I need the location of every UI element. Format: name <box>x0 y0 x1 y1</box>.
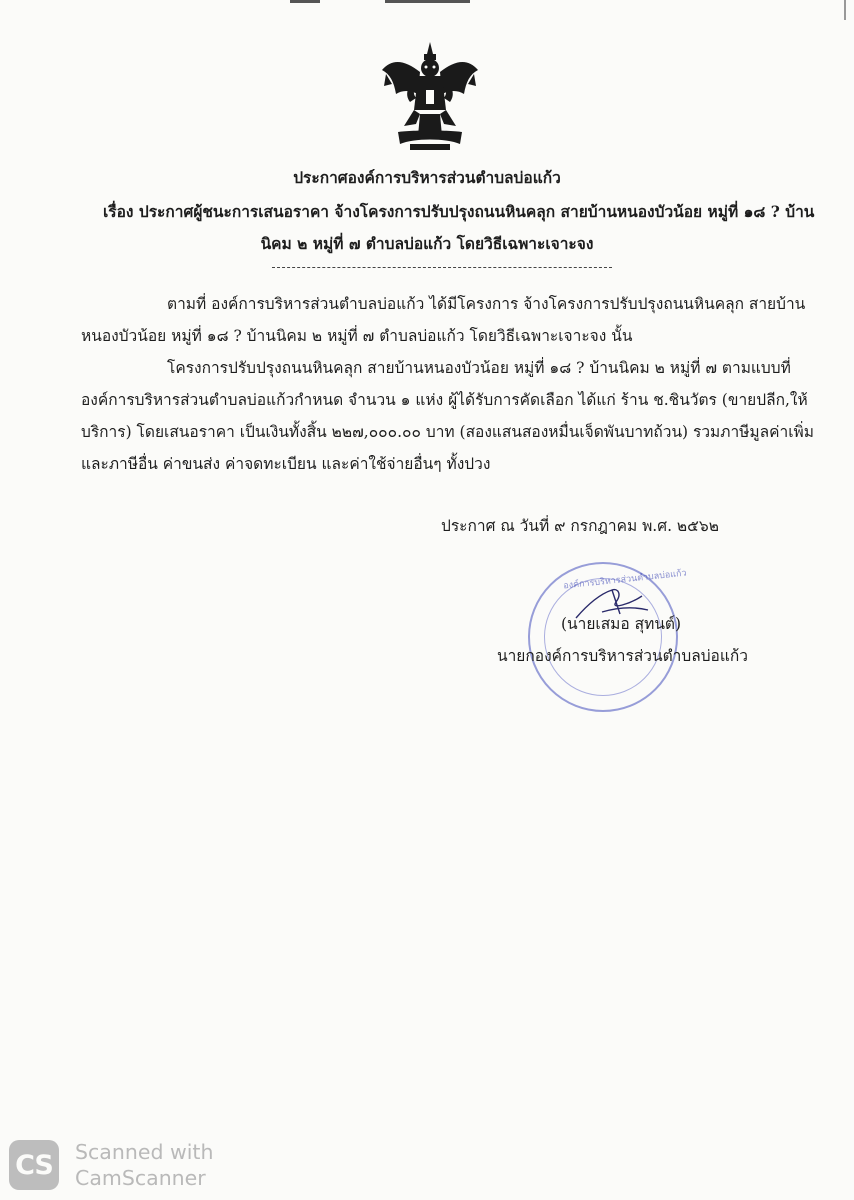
watermark-line-1: Scanned with <box>75 1140 214 1164</box>
divider <box>272 267 612 268</box>
signatory-position: นายกองค์การบริหารส่วนตำบลบ่อแก้ว <box>497 647 748 665</box>
para2-line1: โครงการปรับปรุงถนนหินคลุก สายบ้านหนองบัวน้อย หมู่ที่ ๑๘ ? บ้านนิคม ๒ หมู่ที่ ๗ ตามแบบที่ <box>167 359 791 377</box>
scan-artifact-edge <box>844 0 846 20</box>
subject-line-1: เรื่อง ประกาศผู้ชนะการเสนอราคา จ้างโครงการปรับปรุงถนนหินคลุก สายบ้านหนองบัวน้อย หมู่ที่ ๑๘ ? บ้าน <box>103 202 815 221</box>
para1-line2: หนองบัวน้อย หมู่ที่ ๑๘ ? บ้านนิคม ๒ หมู่ที่ ๗ ตำบลบ่อแก้ว โดยวิธีเฉพาะเจาะจง นั้น <box>81 327 633 345</box>
para2-line4: และภาษีอื่น ค่าขนส่ง ค่าจดทะเบียน และค่าใช้จ่ายอื่นๆ ทั้งปวง <box>81 455 491 473</box>
signatory-name: (นายเสมอ สุทนต์) <box>561 615 682 633</box>
camscanner-logo-icon: CS <box>9 1140 59 1190</box>
para2-line2: องค์การบริหารส่วนตำบลบ่อแก้วกำหนด จำนวน ๑ แห่ง ผู้ได้รับการคัดเลือก ได้แก่ ร้าน ช.ชินวัตร (ขายปลีก,ให้ <box>81 391 808 409</box>
scan-artifact-top <box>290 0 490 4</box>
watermark-line-2: CamScanner <box>75 1166 206 1190</box>
stamp-text: องค์การบริหารส่วนตำบลบ่อแก้ว <box>562 568 688 592</box>
subject-line-2: นิคม ๒ หมู่ที่ ๗ ตำบลบ่อแก้ว โดยวิธีเฉพาะเจาะจง <box>260 234 594 253</box>
para1-line1: ตามที่ องค์การบริหารส่วนตำบลบ่อแก้ว ได้มีโครงการ จ้างโครงการปรับปรุงถนนหินคลุก สายบ้าน <box>167 295 806 313</box>
para2-line3: บริการ) โดยเสนอราคา เป็นเงินทั้งสิ้น ๒๒๗,๐๐๐.๐๐ บาท (สองแสนสองหมื่นเจ็ดพันบาทถ้วน) รวมภาษีมูลค่าเพิ่ม <box>81 423 814 441</box>
announce-date: ประกาศ ณ วันที่ ๙ กรกฎาคม พ.ศ. ๒๕๖๒ <box>441 517 719 535</box>
announcement-title: ประกาศองค์การบริหารส่วนตำบลบ่อแก้ว <box>293 168 561 187</box>
garuda-emblem-icon <box>380 40 480 152</box>
